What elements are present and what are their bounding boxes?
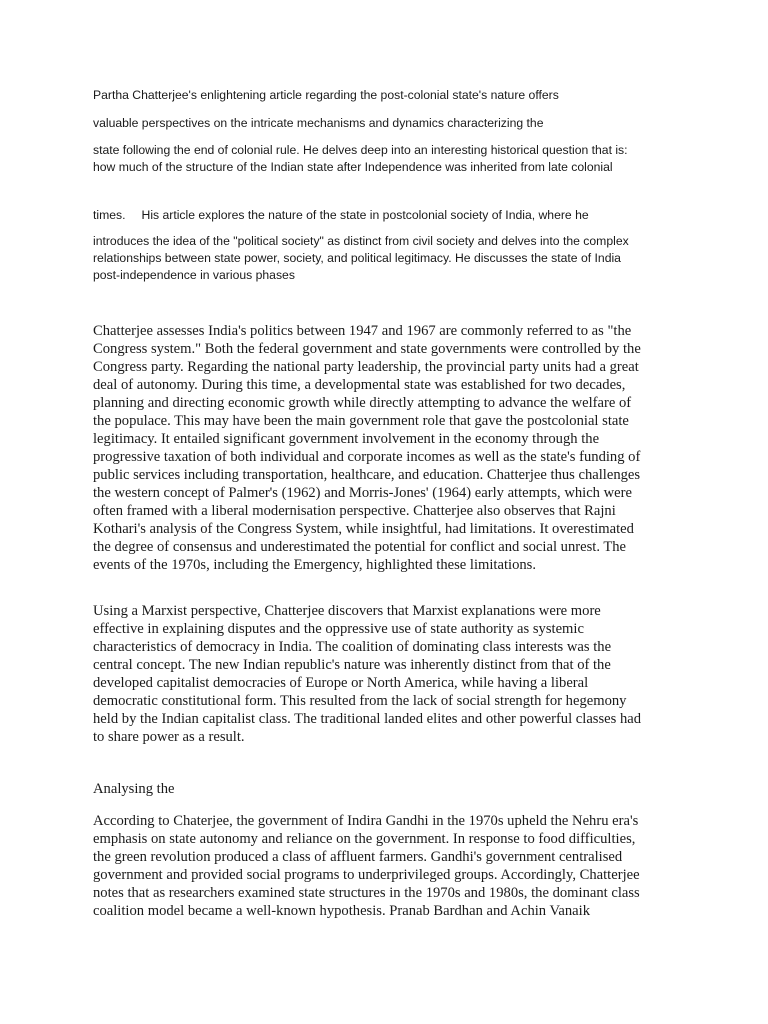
- intro-line-3: [93, 142, 683, 176]
- paragraph-line: Chatterjee assesses India's politics between 1947 and 1967 are commonly referred to as "the: [93, 323, 632, 339]
- intro-line-5c: post-independence in various phases: [93, 268, 295, 282]
- paragraph-line: public services including transportation, healthcare, and education. Chatterjee thus challenges: [93, 467, 641, 483]
- intro-line-5: [93, 233, 683, 284]
- section-heading: [93, 780, 683, 798]
- paragraph-line: effective in explaining disputes and the oppressive use of state authority as systemic: [93, 621, 584, 637]
- paragraph-line: Congress system." Both the federal government and state governments were controlled by the: [93, 341, 641, 357]
- paragraph-line: Congress party. Regarding the national party leadership, the provincial party units had a great: [93, 359, 639, 375]
- paragraph-indira-gandhi: [93, 812, 683, 920]
- intro-line-4: [93, 207, 683, 224]
- intro-line-5b: relationships between state power, society, and political legitimacy. He discusses the state of India: [93, 251, 621, 265]
- paragraph-line: central concept. The new Indian republic's nature was inherently distinct from that of the: [93, 657, 611, 673]
- paragraph-line: deal of autonomy. During this time, a developmental state was established for two decades,: [93, 377, 626, 393]
- intro-line-1: Partha Chatterjee's enlightening article regarding the post-colonial state's nature offers: [93, 88, 559, 102]
- paragraph-line: events of the 1970s, including the Emergency, highlighted these limitations.: [93, 557, 536, 573]
- paragraph-line: notes that as researchers examined state structures in the 1970s and 1980s, the dominant class: [93, 885, 640, 901]
- paragraph-line: government and provided social programs to underprivileged groups. Accordingly, Chatterjee: [93, 867, 640, 883]
- paragraph-congress-system: [93, 322, 683, 574]
- paragraph-line: coalition model became a well-known hypothesis. Pranab Bardhan and Achin Vanaik: [93, 903, 591, 919]
- paragraph-line: legitimacy. It entailed significant government involvement in the economy through the: [93, 431, 600, 447]
- intro-line-4-start: times.: [93, 208, 126, 222]
- paragraph-line: planning and directing economic growth while directly attempting to advance the welfare of: [93, 395, 632, 411]
- paragraph-line: the populace. This may have been the main government role that gave the postcolonial state: [93, 413, 629, 429]
- paragraph-line: developed capitalist democracies of Europe or North America, while having a liberal: [93, 675, 589, 691]
- section-heading-text: Analysing the: [93, 781, 175, 797]
- paragraph-line: democratic constitutional form. This resulted from the lack of social strength for hegemony: [93, 693, 627, 709]
- paragraph-line: the degree of consensus and underestimated the potential for conflict and social unrest. The: [93, 539, 627, 555]
- intro-line-2: valuable perspectives on the intricate mechanisms and dynamics characterizing the: [93, 116, 544, 130]
- paragraph-line: Using a Marxist perspective, Chatterjee discovers that Marxist explanations were more: [93, 603, 601, 619]
- paragraph-line: Kothari's analysis of the Congress System, while insightful, had limitations. It overestimated: [93, 521, 634, 537]
- paragraph-line: to share power as a result.: [93, 729, 245, 745]
- intro-line-3b: how much of the structure of the Indian state after Independence was inherited from late colonial: [93, 160, 613, 174]
- paragraph-line: characteristics of democracy in India. The coalition of dominating class interests was the: [93, 639, 612, 655]
- intro-line-3a: state following the end of colonial rule. He delves deep into an interesting historical question that is:: [93, 143, 628, 157]
- paragraph-line: often framed with a liberal modernisation perspective. Chatterjee also observes that Rajni: [93, 503, 616, 519]
- paragraph-marxist-perspective: [93, 602, 683, 746]
- paragraph-line: held by the Indian capitalist class. The traditional landed elites and other powerful classes had: [93, 711, 642, 727]
- paragraph-line: the green revolution produced a class of affluent farmers. Gandhi's government centralised: [93, 849, 623, 865]
- paragraph-line: progressive taxation of both individual and corporate incomes as well as the state's funding of: [93, 449, 641, 465]
- paragraph-line: the western concept of Palmer's (1962) and Morris-Jones' (1964) early attempts, which were: [93, 485, 632, 501]
- intro-line-4-rest: His article explores the nature of the state in postcolonial society of India, where he: [141, 208, 589, 222]
- paragraph-line: According to Chaterjee, the government of Indira Gandhi in the 1970s upheld the Nehru era's: [93, 813, 639, 829]
- paragraph-line: emphasis on state autonomy and reliance on the government. In response to food difficulties,: [93, 831, 636, 847]
- intro-line-5a: introduces the idea of the "political society" as distinct from civil society and delves into the complex: [93, 234, 629, 248]
